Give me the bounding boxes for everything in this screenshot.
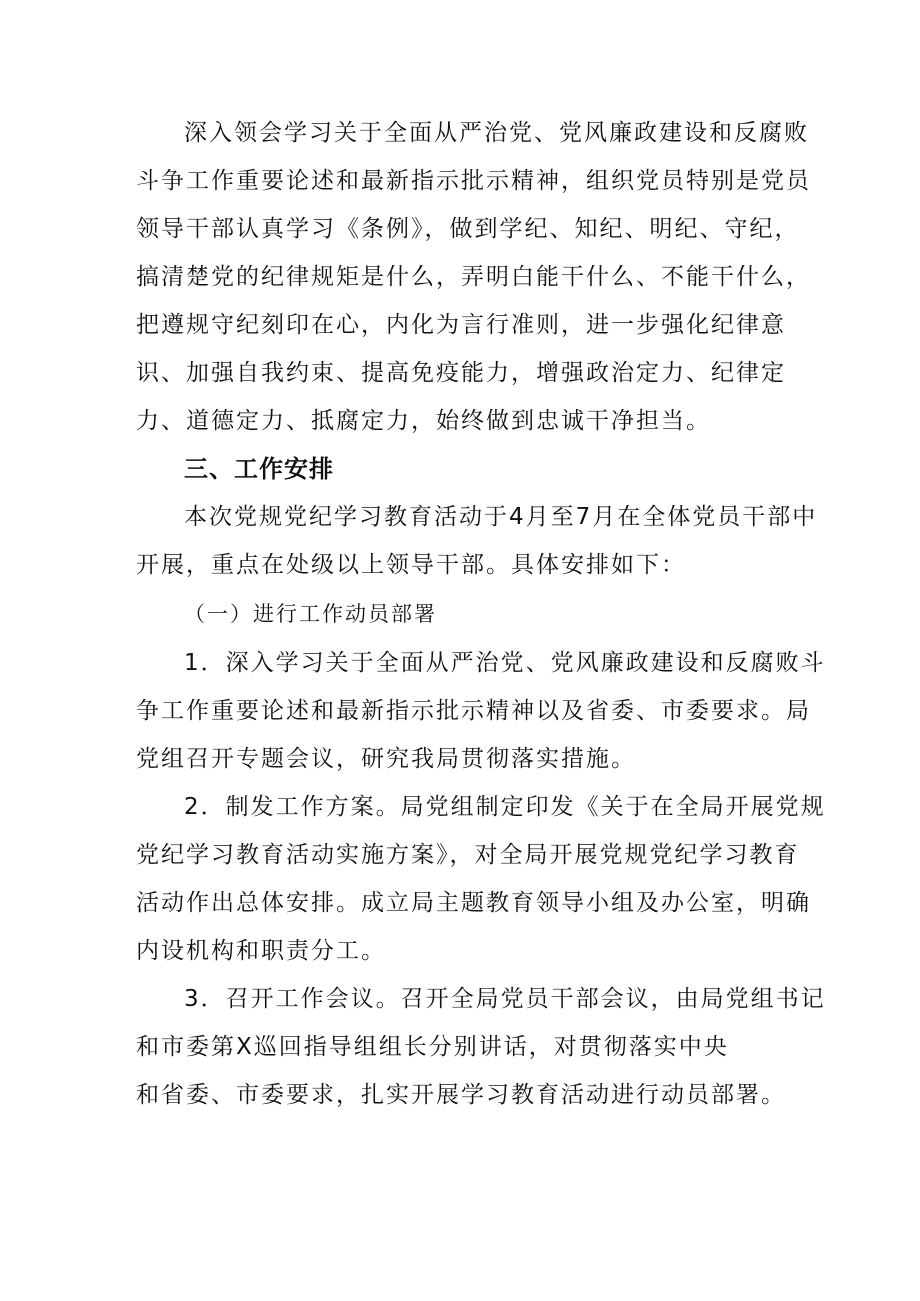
text-line: 1．深入学习关于全面从严治党、党风廉政建设和反腐败斗 (184, 650, 826, 676)
text-line: 领导干部认真学习《条例》，做到学纪、知纪、明纪、守纪， (136, 216, 800, 242)
text-line: 本次党规党纪学习教育活动于4月至7月在全体党员干部中 (184, 504, 818, 530)
text-line: 和省委、市委要求，扎实开展学习教育活动进行动员部署。 (136, 1082, 786, 1108)
text-line: 力、道德定力、抵腐定力，始终做到忠诚干净担当。 (136, 408, 711, 434)
text-line: 3．召开工作会议。召开全局党员干部会议，由局党组书记 (184, 986, 826, 1012)
text-line: 2．制发工作方案。局党组制定印发《关于在全局开展党规 (184, 794, 826, 820)
text-line: 深入领会学习关于全面从严治党、党风廉政建设和反腐败 (184, 120, 809, 146)
text-line: 党组召开专题会议，研究我局贯彻落实措施。 (136, 746, 636, 772)
text-line: 内设机构和职责分工。 (136, 938, 386, 964)
text-line: 和市委第X巡回指导组组长分别讲话，对贯彻落实中央 (136, 1034, 729, 1060)
text-line: 党纪学习教育活动实施方案》，对全局开展党规党纪学习教育 (136, 842, 800, 868)
section-heading: 三、工作安排 (184, 455, 334, 483)
text-line: 开展，重点在处级以上领导干部。具体安排如下： (136, 552, 686, 578)
text-line: 把遵规守纪刻印在心，内化为言行准则，进一步强化纪律意 (136, 312, 786, 338)
text-line: 争工作重要论述和最新指示批示精神以及省委、市委要求。局 (136, 698, 811, 724)
subsection-heading: （一）进行工作动员部署 (184, 602, 437, 626)
text-line: 识、加强自我约束、提高免疫能力，增强政治定力、纪律定 (136, 360, 786, 386)
text-line: 活动作出总体安排。成立局主题教育领导小组及办公室，明确 (136, 890, 811, 916)
text-line: 搞清楚党的纪律规矩是什么，弄明白能干什么、不能干什么， (136, 264, 811, 290)
text-line: 斗争工作重要论述和最新指示批示精神，组织党员特别是党员 (136, 168, 811, 194)
